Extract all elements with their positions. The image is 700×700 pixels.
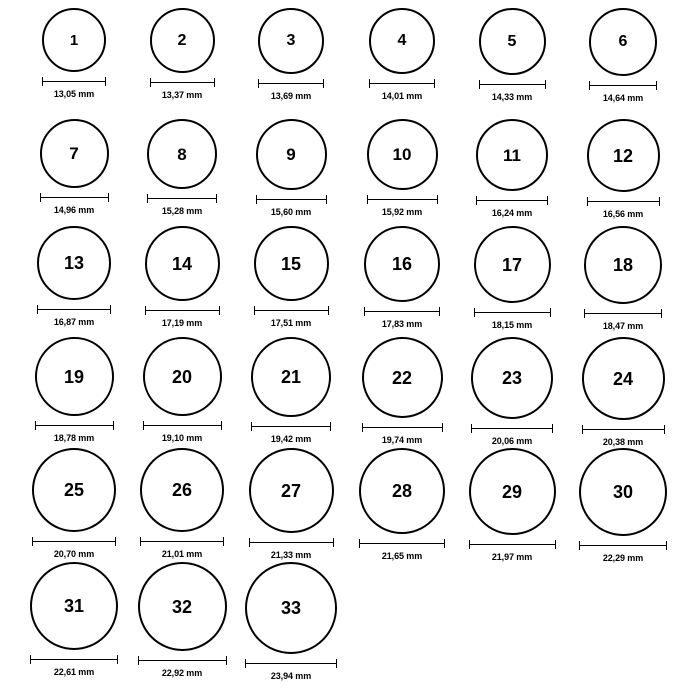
ring-circle	[42, 8, 106, 72]
ring-size-cell	[474, 226, 551, 330]
ring-size-cell	[140, 448, 224, 559]
measure-tick-right	[221, 421, 222, 430]
diameter-measure-bar	[369, 79, 435, 88]
ring-size-cell	[35, 337, 114, 443]
measure-line	[362, 427, 443, 428]
ring-diameter-label: 19,42 mm	[270, 434, 312, 444]
ring-diameter-label: 14,01 mm	[381, 91, 423, 101]
measure-line	[476, 200, 548, 201]
measure-tick-left	[258, 79, 259, 88]
measure-line	[147, 198, 217, 199]
ring-number: 27	[280, 480, 302, 501]
measure-line	[589, 85, 657, 86]
ring-diameter-label: 14,64 mm	[602, 93, 644, 103]
ring-size-cell	[469, 448, 556, 562]
diameter-measure-bar	[479, 80, 546, 89]
ring-diameter-label: 17,19 mm	[161, 318, 203, 328]
measure-tick-right	[661, 309, 662, 318]
ring-circle	[476, 119, 548, 191]
ring-diameter-label: 15,28 mm	[161, 206, 203, 216]
measure-tick-right	[552, 424, 553, 433]
measure-tick-right	[105, 77, 106, 86]
measure-tick-left	[587, 197, 588, 206]
ring-circle	[367, 119, 438, 190]
measure-tick-right	[115, 537, 116, 546]
ring-size-cell	[471, 337, 553, 446]
measure-tick-right	[439, 307, 440, 316]
ring-number: 21	[280, 367, 302, 387]
ring-diameter-label: 18,78 mm	[53, 433, 95, 443]
measure-line	[582, 429, 665, 430]
ring-diameter-label: 21,97 mm	[491, 552, 533, 562]
ring-size-cell	[364, 226, 440, 329]
ring-size-cell	[367, 119, 438, 217]
ring-number: 6	[618, 33, 628, 50]
measure-tick-right	[323, 79, 324, 88]
ring-number: 2	[177, 31, 187, 49]
measure-tick-right	[545, 80, 546, 89]
ring-number: 4	[397, 32, 407, 49]
ring-size-cell	[30, 562, 118, 677]
measure-tick-left	[479, 80, 480, 89]
measure-tick-right	[434, 79, 435, 88]
ring-size-cell	[37, 226, 111, 327]
ring-size-cell	[589, 8, 657, 103]
ring-number: 20	[171, 366, 193, 387]
ring-size-cell	[359, 448, 445, 561]
ring-circle	[147, 119, 217, 189]
measure-line	[245, 663, 337, 664]
ring-number: 10	[392, 145, 412, 164]
measure-line	[138, 660, 227, 661]
ring-circle	[140, 448, 224, 532]
diameter-measure-bar	[35, 421, 114, 430]
diameter-measure-bar	[147, 194, 217, 203]
measure-line	[587, 201, 660, 202]
ring-circle	[369, 8, 435, 74]
measure-line	[40, 197, 109, 198]
measure-tick-left	[589, 81, 590, 90]
ring-circle	[143, 337, 222, 416]
diameter-measure-bar	[32, 537, 116, 546]
measure-tick-right	[214, 78, 215, 87]
measure-line	[471, 428, 553, 429]
ring-circle	[471, 337, 553, 419]
ring-number: 24	[612, 368, 634, 389]
diameter-measure-bar	[476, 196, 548, 205]
ring-diameter-label: 18,47 mm	[602, 321, 644, 331]
measure-tick-left	[579, 541, 580, 550]
diameter-measure-bar	[367, 195, 438, 204]
ring-diameter-label: 14,33 mm	[491, 92, 533, 102]
measure-tick-right	[226, 656, 227, 665]
measure-line	[140, 541, 224, 542]
ring-size-cell	[150, 8, 215, 100]
ring-number: 12	[612, 145, 634, 166]
ring-size-cell	[147, 119, 217, 216]
ring-circle	[364, 226, 440, 302]
ring-number: 22	[391, 367, 413, 388]
measure-tick-left	[147, 194, 148, 203]
ring-circle	[362, 337, 443, 418]
ring-circle	[251, 337, 331, 417]
measure-tick-right	[444, 539, 445, 548]
ring-size-cell	[476, 119, 548, 218]
measure-tick-right	[110, 305, 111, 314]
ring-number: 9	[286, 145, 296, 164]
diameter-measure-bar	[249, 538, 334, 547]
measure-line	[251, 426, 331, 427]
diameter-measure-bar	[258, 79, 324, 88]
ring-circle	[589, 8, 657, 76]
ring-circle	[249, 448, 334, 533]
measure-tick-left	[469, 540, 470, 549]
measure-tick-right	[555, 540, 556, 549]
measure-tick-left	[32, 537, 33, 546]
diameter-measure-bar	[245, 659, 337, 668]
ring-circle	[579, 448, 667, 536]
measure-line	[30, 659, 118, 660]
ring-number: 11	[503, 145, 521, 165]
measure-line	[584, 313, 662, 314]
measure-tick-left	[254, 306, 255, 315]
ring-number: 1	[69, 31, 79, 49]
ring-size-cell	[42, 8, 106, 99]
measure-line	[359, 543, 445, 544]
measure-line	[32, 541, 116, 542]
measure-tick-left	[42, 77, 43, 86]
ring-number: 32	[171, 596, 193, 617]
ring-number: 16	[391, 254, 413, 274]
measure-tick-left	[138, 656, 139, 665]
measure-tick-right	[659, 197, 660, 206]
ring-number: 31	[63, 596, 85, 616]
measure-tick-right	[336, 659, 337, 668]
ring-number: 29	[501, 481, 523, 502]
diameter-measure-bar	[469, 540, 556, 549]
ring-diameter-label: 22,29 mm	[602, 553, 644, 563]
ring-number: 5	[507, 32, 517, 50]
ring-diameter-label: 15,60 mm	[270, 207, 312, 217]
measure-tick-left	[367, 195, 368, 204]
measure-tick-left	[256, 195, 257, 204]
ring-number: 7	[69, 144, 79, 163]
diameter-measure-bar	[364, 307, 440, 316]
ring-number: 19	[63, 366, 85, 387]
measure-line	[367, 199, 438, 200]
measure-tick-right	[328, 306, 329, 315]
ring-size-cell	[254, 226, 329, 328]
ring-circle	[582, 337, 665, 420]
ring-size-cell	[32, 448, 116, 559]
ring-circle	[359, 448, 445, 534]
measure-line	[249, 542, 334, 543]
ring-diameter-label: 20,38 mm	[602, 437, 644, 447]
ring-circle	[254, 226, 329, 301]
measure-line	[35, 425, 114, 426]
measure-line	[256, 199, 327, 200]
measure-tick-left	[150, 78, 151, 87]
measure-tick-left	[245, 659, 246, 668]
measure-tick-left	[369, 79, 370, 88]
measure-tick-left	[249, 538, 250, 547]
measure-tick-right	[219, 306, 220, 315]
ring-number: 28	[391, 481, 413, 501]
ring-diameter-label: 17,83 mm	[381, 319, 423, 329]
ring-circle	[469, 448, 556, 535]
measure-tick-right	[333, 538, 334, 547]
ring-size-cell	[40, 119, 109, 215]
measure-line	[143, 425, 222, 426]
ring-size-cell	[145, 226, 220, 328]
measure-tick-left	[35, 421, 36, 430]
ring-diameter-label: 16,56 mm	[602, 209, 644, 219]
ring-circle	[32, 448, 116, 532]
measure-line	[42, 81, 106, 82]
diameter-measure-bar	[584, 309, 662, 318]
measure-tick-left	[471, 424, 472, 433]
diameter-measure-bar	[471, 424, 553, 433]
ring-size-cell	[479, 8, 546, 102]
measure-line	[150, 82, 215, 83]
measure-line	[469, 544, 556, 545]
ring-size-cell	[249, 448, 334, 560]
ring-size-cell	[584, 226, 662, 331]
ring-diameter-label: 13,69 mm	[270, 91, 312, 101]
ring-diameter-label: 19,10 mm	[161, 433, 203, 443]
measure-tick-left	[474, 308, 475, 317]
measure-tick-right	[216, 194, 217, 203]
ring-size-cell	[143, 337, 222, 443]
measure-tick-left	[251, 422, 252, 431]
measure-line	[145, 310, 220, 311]
ring-circle	[474, 226, 551, 303]
ring-number: 3	[286, 32, 296, 49]
diameter-measure-bar	[40, 193, 109, 202]
ring-diameter-label: 19,74 mm	[381, 435, 423, 445]
ring-diameter-label: 14,96 mm	[53, 205, 95, 215]
measure-line	[37, 309, 111, 310]
ring-size-cell	[362, 337, 443, 445]
ring-size-cell	[579, 448, 667, 563]
diameter-measure-bar	[37, 305, 111, 314]
ring-circle	[30, 562, 118, 650]
ring-diameter-label: 21,65 mm	[381, 551, 423, 561]
ring-number: 17	[501, 254, 523, 275]
measure-line	[474, 312, 551, 313]
measure-tick-right	[437, 195, 438, 204]
diameter-measure-bar	[143, 421, 222, 430]
measure-tick-left	[145, 306, 146, 315]
diameter-measure-bar	[140, 537, 224, 546]
ring-size-cell	[256, 119, 327, 217]
ring-size-cell	[245, 562, 337, 681]
ring-circle	[40, 119, 109, 188]
measure-tick-right	[442, 423, 443, 432]
measure-tick-left	[140, 537, 141, 546]
ring-diameter-label: 18,15 mm	[491, 320, 533, 330]
measure-tick-left	[37, 305, 38, 314]
measure-tick-right	[547, 196, 548, 205]
ring-size-cell	[258, 8, 324, 101]
ring-size-cell	[582, 337, 665, 447]
ring-number: 8	[177, 144, 187, 164]
measure-line	[254, 310, 329, 311]
diameter-measure-bar	[362, 423, 443, 432]
ring-number: 25	[63, 480, 85, 500]
measure-line	[369, 83, 435, 84]
measure-tick-right	[117, 655, 118, 664]
ring-circle	[145, 226, 220, 301]
measure-line	[479, 84, 546, 85]
ring-size-cell	[138, 562, 227, 678]
ring-circle	[150, 8, 215, 73]
ring-circle	[37, 226, 111, 300]
ring-diameter-label: 13,05 mm	[53, 89, 95, 99]
ring-number: 14	[171, 253, 193, 274]
measure-tick-left	[30, 655, 31, 664]
measure-tick-right	[326, 195, 327, 204]
diameter-measure-bar	[150, 78, 215, 87]
measure-line	[258, 83, 324, 84]
ring-number: 30	[612, 482, 634, 502]
measure-line	[364, 311, 440, 312]
ring-circle	[245, 562, 337, 654]
ring-diameter-label: 20,06 mm	[491, 436, 533, 446]
ring-diameter-label: 16,24 mm	[491, 208, 533, 218]
ring-number: 15	[280, 253, 302, 274]
diameter-measure-bar	[145, 306, 220, 315]
ring-diameter-label: 21,33 mm	[270, 550, 312, 560]
measure-tick-right	[664, 425, 665, 434]
diameter-measure-bar	[254, 306, 329, 315]
ring-diameter-label: 21,01 mm	[161, 549, 203, 559]
ring-circle	[138, 562, 227, 651]
ring-number: 33	[280, 598, 302, 618]
ring-diameter-label: 22,61 mm	[53, 667, 95, 677]
ring-number: 26	[171, 480, 193, 500]
ring-diameter-label: 15,92 mm	[381, 207, 423, 217]
ring-circle	[256, 119, 327, 190]
ring-diameter-label: 17,51 mm	[270, 318, 312, 328]
measure-tick-left	[362, 423, 363, 432]
ring-circle	[587, 119, 660, 192]
ring-circle	[584, 226, 662, 304]
ring-number: 13	[63, 253, 85, 273]
ring-circle	[258, 8, 324, 74]
diameter-measure-bar	[138, 656, 227, 665]
measure-line	[579, 545, 667, 546]
ring-number: 18	[612, 255, 634, 275]
ring-size-cell	[251, 337, 331, 444]
ring-number: 23	[501, 368, 523, 388]
ring-diameter-label: 20,70 mm	[53, 549, 95, 559]
measure-tick-right	[550, 308, 551, 317]
diameter-measure-bar	[582, 425, 665, 434]
ring-diameter-label: 16,87 mm	[53, 317, 95, 327]
ring-circle	[35, 337, 114, 416]
ring-circle	[479, 8, 546, 75]
diameter-measure-bar	[42, 77, 106, 86]
ring-size-cell	[587, 119, 660, 219]
measure-tick-left	[40, 193, 41, 202]
diameter-measure-bar	[587, 197, 660, 206]
measure-tick-right	[223, 537, 224, 546]
measure-tick-right	[656, 81, 657, 90]
ring-size-cell	[369, 8, 435, 101]
ring-diameter-label: 22,92 mm	[161, 668, 203, 678]
measure-tick-left	[359, 539, 360, 548]
measure-tick-right	[666, 541, 667, 550]
measure-tick-left	[584, 309, 585, 318]
diameter-measure-bar	[359, 539, 445, 548]
measure-tick-left	[582, 425, 583, 434]
diameter-measure-bar	[579, 541, 667, 550]
measure-tick-right	[330, 422, 331, 431]
diameter-measure-bar	[589, 81, 657, 90]
ring-diameter-label: 23,94 mm	[270, 671, 312, 681]
ring-diameter-label: 13,37 mm	[161, 90, 203, 100]
diameter-measure-bar	[251, 422, 331, 431]
measure-tick-left	[364, 307, 365, 316]
measure-tick-right	[113, 421, 114, 430]
measure-tick-left	[143, 421, 144, 430]
measure-tick-right	[108, 193, 109, 202]
diameter-measure-bar	[256, 195, 327, 204]
diameter-measure-bar	[30, 655, 118, 664]
diameter-measure-bar	[474, 308, 551, 317]
measure-tick-left	[476, 196, 477, 205]
